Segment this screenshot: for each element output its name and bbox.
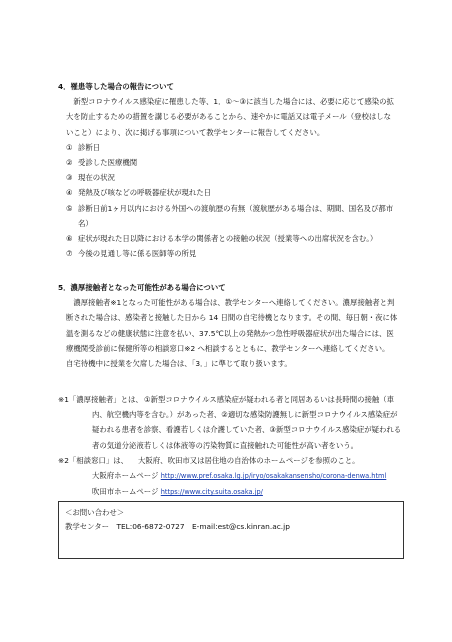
note-2-mark: ※2「相談窓口」は、 [58,455,129,465]
list-item: ⑦ 今後の見通し等に係る医師等の所見 [66,249,197,259]
note-1 [58,392,403,453]
section-5 [58,280,398,371]
suita-link-row [58,484,403,500]
list-item: ④ 発熱及び咳などの呼吸器症状が現れた日 [66,188,212,198]
list-item: ③ 現在の状況 [66,173,115,183]
footnotes [58,392,403,500]
section-5-body: 濃厚接触者※1となった可能性がある場合は、教学センターへ連絡してください。濃厚接触者と判断された場合は、感染者と接触した日から 14 日間の自宅待機となります。その間、毎日朝・夜に体温を測るなどの健康状態に注意を払い、37.5℃以上の発熱かつ急性呼吸器症状が出た場合には、医療機関受診前に保健所等の相談窓口※2 へ相談するとともに、教学センターへ連絡してください。 [66,298,398,353]
note-2 [58,453,403,468]
list-item: ① 診断日 [66,142,101,152]
contact-title: ＜お問い合わせ＞ [65,508,125,517]
osaka-link[interactable]: http://www.pref.osaka.lg.jp/iryo/osakakansensho/corona-denwa.html [160,472,387,481]
list-item: ⑤ 診断日前1ヶ月以内における外国への渡航歴の有無（渡航歴がある場合は、期間、国名及び都市名） [66,203,394,228]
section-5-heading: 5．濃厚接触者となった可能性がある場合について [58,283,226,292]
suita-link[interactable]: https://www.city.suita.osaka.jp/ [160,488,263,497]
note-1-mark: ※1「濃厚接触者」とは、 [58,395,143,404]
section-4 [58,79,398,261]
osaka-link-row [58,468,403,484]
suita-label: 吹田市ホームページ [92,487,159,497]
contact-box [58,501,404,559]
section-5-absence-note: 自宅待機中に授業を欠席した場合は、「3．」に準じて取り扱います。 [66,359,292,369]
contact-line: 教学センター TEL:06-6872-0727 E-mail:est@cs.kinran.ac.jp [65,522,290,531]
section-4-heading: 4．罹患等した場合の報告について [58,82,174,91]
osaka-label: 大阪府ホームページ [92,471,159,481]
list-item: ⑥ 症状が現れた日以降における本学の関係者との接触の状況（授業等への出席状況を含む。） [66,234,378,244]
list-item: ② 受診した医療機関 [66,158,138,168]
section-4-body: 新型コロナウイルス感染症に罹患した等、1．①～③に該当した場合には、必要に応じて感染の拡大を防止するための措置を講じる必要があることから、速やかに電話又は電子メール（登校はしないこと）により、次に掲げる事項について教学センターに報告してください。 [66,97,394,137]
note-2-body: 大阪府、吹田市又は居住地の自治体のホームページを参照のこと。 [138,455,360,465]
report-items-list [58,140,398,262]
note-1-body: ①新型コロナウイルス感染症が疑われる者と同居あるいは長時間の接触（車内、航空機内等を含む。）があった者、②適切な感染防護無しに新型コロナウイルス感染症が疑われる患者を診察、看護若しくは介護していた者、③新型コロナウイルス感染症が疑われる者の気道分泌液若しくは体液等の汚染物質に直接触れた可能性が高い者をいう。 [92,395,402,450]
